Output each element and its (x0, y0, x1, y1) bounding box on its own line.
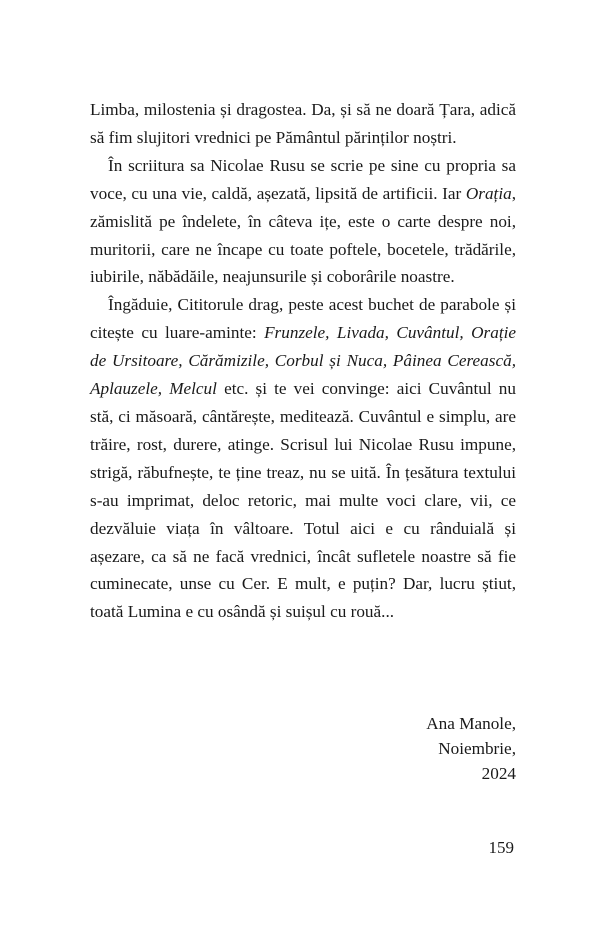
signature-month: Noiembrie, (438, 739, 516, 758)
paragraph-2-text-b: , zămislită pe îndelete, în câteva ițe, este o carte despre noi, muritorii, care ne încape cu toate poftele, bocetele, trădările, iubirile, năbădăile, neajunsurile și coborârile noastre. (90, 183, 516, 287)
paragraph-3-parable-titles: Frunzele, Livada, Cuvântul, Orație de Ursitoare, Cărămizile, Corbul și Nuca, Pâinea Cerească, Aplauzele, Melcul (90, 323, 516, 399)
signature-year: 2024 (481, 764, 516, 783)
paragraph-3 (90, 291, 516, 626)
page-number: 159 (488, 838, 514, 857)
body-text (90, 96, 516, 626)
signature-block (426, 711, 516, 786)
paragraph-3-text-a: Îngăduie, Cititorule drag, peste acest buchet de parabole și citește cu luare-aminte: (90, 295, 516, 343)
paragraph-2-text-a: În scriitura sa Nicolae Rusu se scrie pe sine cu propria sa voce, cu una vie, caldă, așezată, lipsită de artificii. Iar (90, 155, 516, 203)
paragraph-1-text: Limba, milostenia și dragostea. Da, și să ne doară Țara, adică să fim slujitori vrednici pe Pământul părinților noștri. (90, 100, 516, 147)
signature-author: Ana Manole, (426, 714, 516, 733)
paragraph-2-book-title: Orația (465, 183, 512, 203)
paragraph-2 (90, 152, 516, 292)
paragraph-3-text-b: etc. și te vei convinge: aici Cuvântul nu stă, ci măsoară, cântărește, meditează. Cuvântul e simplu, are trăire, rost, durere, atinge. Scrisul lui Nicolae Rusu impune, strigă, răbufnește, te ține treaz, nu se uită. În țesătura textului s-au imprimat, deloc retoric, mai multe voci clare, vii, ce dezvăluie viața în vâltoare. Totul aici e cu rânduială și așezare, ca să ne facă vrednici, încât sufletele noastre să fie cuminecate, unse cu Cer. E mult, e puțin? Dar, lucru știut, toată Lumina e cu osândă și suișul cu rouă... (90, 379, 516, 622)
paragraph-1 (90, 96, 516, 152)
